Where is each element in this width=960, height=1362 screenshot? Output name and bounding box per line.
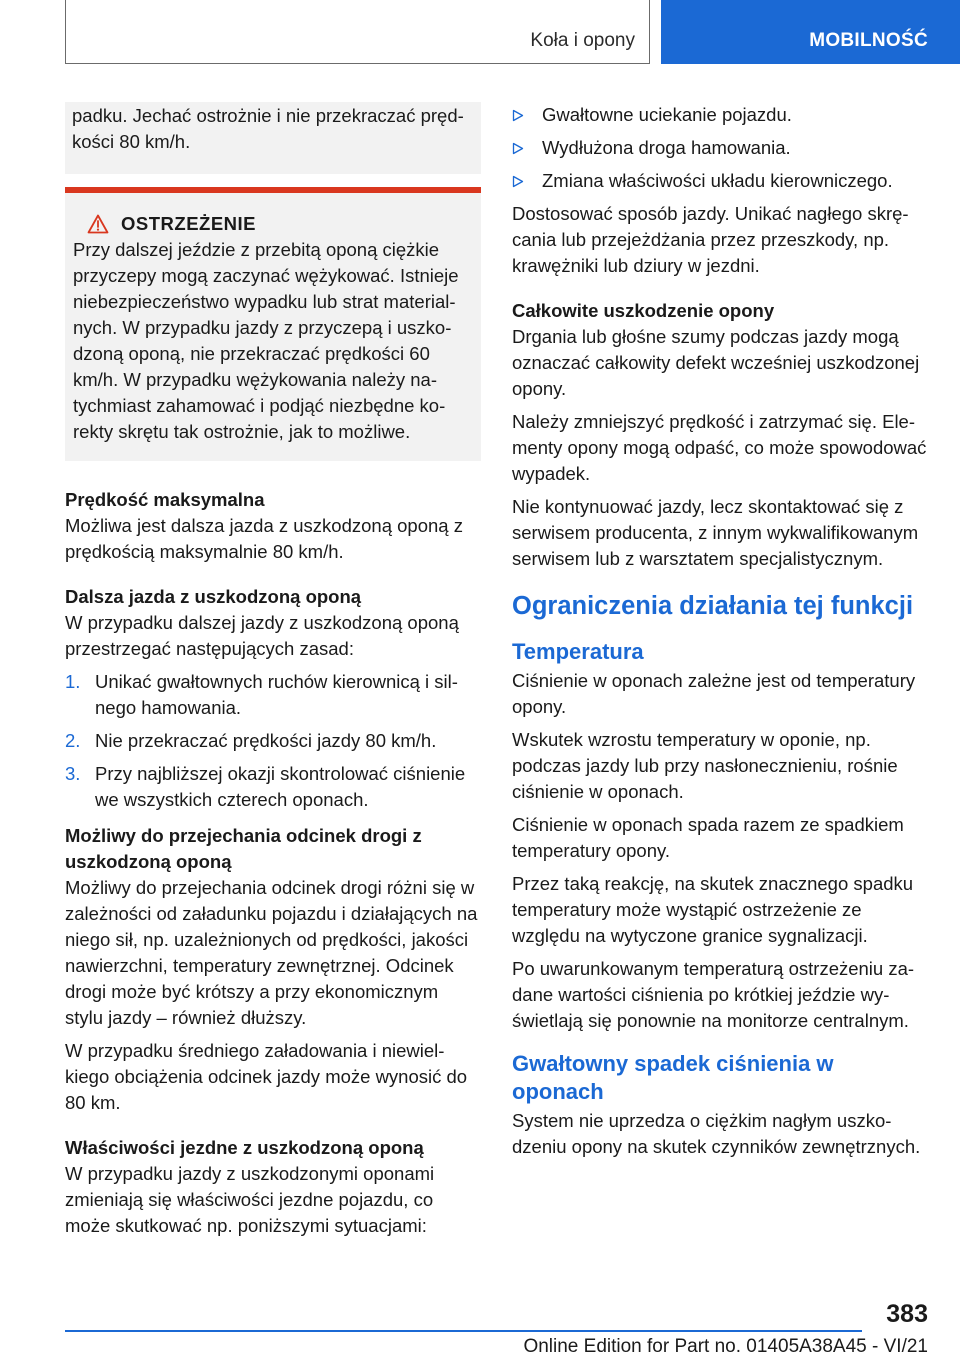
total-damage-heading: Całkowite uszkodzenie opony — [512, 300, 775, 321]
temperature-heading: Temperatura — [512, 639, 644, 664]
warning-title: OSTRZEŻENIE — [121, 213, 257, 234]
footer-edition: Online Edition for Part no. 01405A38A45 - VI/21 — [523, 1336, 928, 1357]
temperature-text-1: Ciśnienie w oponach zależne jest od temperatury opony. — [512, 670, 916, 717]
warning-box — [65, 187, 481, 461]
bullet-triangle-icon — [512, 102, 542, 128]
spacer — [65, 1123, 481, 1135]
warning-triangle-icon — [87, 214, 109, 234]
list-number: 3. — [65, 763, 81, 784]
max-speed-heading: Prędkość maksymalna — [65, 489, 265, 510]
list-text: Przy najbliższej okazji skontrolować ciśnienie we wszystkich czterech oponach. — [95, 763, 466, 810]
spacer — [65, 572, 481, 584]
distance-text-2: W przypadku średniego załadowania i niewielkiego obciążenia odcinek jazdy może wynosić do 80 km. — [65, 1040, 468, 1113]
list-text: Unikać gwałtownych ruchów kierownicą i silnego hamowania. — [95, 671, 458, 718]
warning-title-row — [87, 213, 473, 235]
list-item — [512, 168, 928, 194]
bullet-triangle-icon — [512, 168, 542, 194]
properties-heading: Właściwości jezdne z uszkodzoną oponą — [65, 1137, 424, 1158]
max-speed-text: Możliwa jest dalsza jazda z uszkodzoną oponą z prędkością maksymalnie 80 km/h. — [65, 515, 463, 562]
temperature-text-2: Wskutek wzrostu temperatury w oponie, np. podczas jazdy lub przy nasłonecznieniu, rośnie ciśnienie w oponach. — [512, 729, 898, 802]
continued-note-text: padku. Jechać ostrożnie i nie przekraczać prędkości 80 km/h. — [72, 105, 464, 152]
left-column — [65, 102, 481, 1246]
warning-text: Przy dalszej jeździe z przebitą oponą ciężkie przyczepy mogą zaczynać wężykować. Istnieje niebezpieczeństwo wypadku lub strat materialnych. W przypadku jazdy z przyczepą i uszkodzoną oponą, nie przekraczać prędkości 60 km/h. W przypadku wężykowania należy natychmiast zahamować i podjąć niezbędne korekty skrętu tak ostrożnie, jak to możliwe. — [73, 239, 459, 442]
temperature-text-5: Po uwarunkowanym temperaturą ostrzeżeniu zadane wartości ciśnienia po krótkiej jeździe wyświetlają się ponownie na monitorze centralnym. — [512, 958, 915, 1031]
rules-list — [65, 669, 481, 813]
total-damage-text-1: Drgania lub głośne szumy podczas jazdy mogą oznaczać całkowity defekt wcześniej uszkodzonej opony. — [512, 326, 920, 399]
spacer — [512, 286, 928, 298]
effects-list — [512, 102, 928, 194]
properties-text: W przypadku jazdy z uszkodzonymi oponami zmieniają się właściwości jezdne pojazdu, co może skutkować np. poniższymi sytuacjami: — [65, 1163, 435, 1236]
list-item — [65, 761, 481, 813]
bullet-triangle-icon — [512, 135, 542, 161]
adapt-text: Dostosować sposób jazdy. Unikać nagłego skręcania lub przejeżdżania przez przeszkody, np. krawężniki lub dziury w jezdni. — [512, 203, 909, 276]
list-text: Gwałtowne uciekanie pojazdu. — [542, 104, 792, 125]
total-damage-text-2: Należy zmniejszyć prędkość i zatrzymać się. Elementy opony mogą odpaść, co może spowodować wypadek. — [512, 411, 927, 484]
page-number: 383 — [886, 1300, 928, 1328]
list-item — [65, 669, 481, 721]
continue-driving-heading: Dalsza jazda z uszkodzoną oponą — [65, 586, 362, 607]
list-number: 2. — [65, 730, 81, 751]
sudden-drop-heading: Gwałtowny spadek ciśnienia w oponach — [512, 1051, 834, 1104]
list-item — [65, 728, 481, 754]
continue-driving-intro: W przypadku dalszej jazdy z uszkodzoną oponą przestrzegać następujących zasad: — [65, 612, 459, 659]
list-item — [512, 102, 928, 128]
limits-title: Ograniczenia działania tej funkcji — [512, 592, 914, 620]
distance-text-1: Możliwy do przejechania odcinek drogi różni się w zależności od załadunku pojazdu i działających na niego sił, np. uzależnionych od prędkości, jakości nawierzchni, temperatury zewnętrznej. Odcinek drogi może być krótszy a przy ekonomicznym stylu jazdy – również dłuższy. — [65, 877, 478, 1028]
temperature-text-4: Przez taką reakcję, na skutek znacznego spadku temperatury może wystąpić ostrzeżenie ze względu na wytyczone granice sygnalizacji. — [512, 873, 914, 946]
header-section-title: Koła i opony — [530, 30, 635, 51]
list-text: Zmiana właściwości układu kierowniczego. — [542, 170, 893, 191]
total-damage-text-3: Nie kontynuować jazdy, lecz skontaktować się z serwisem producenta, z innym wykwalifikowanym serwisem lub z warsztatem specjalistycznym. — [512, 496, 919, 569]
list-number: 1. — [65, 671, 81, 692]
distance-heading: Możliwy do przejechania odcinek drogi z uszkodzoną oponą — [65, 825, 422, 872]
header-chapter-tab: MOBILNOŚĆ — [661, 0, 960, 64]
continued-note-box — [65, 102, 481, 174]
sudden-drop-text: System nie uprzedza o ciężkim nagłym uszkodzeniu opony na skutek czynników zewnętrznych. — [512, 1110, 921, 1157]
right-column — [512, 102, 928, 1167]
list-item — [512, 135, 928, 161]
list-text: Wydłużona droga hamowania. — [542, 137, 791, 158]
footer-rule — [65, 1330, 862, 1332]
list-text: Nie przekraczać prędkości jazdy 80 km/h. — [95, 730, 437, 751]
temperature-text-3: Ciśnienie w oponach spada razem ze spadkiem temperatury opony. — [512, 814, 904, 861]
